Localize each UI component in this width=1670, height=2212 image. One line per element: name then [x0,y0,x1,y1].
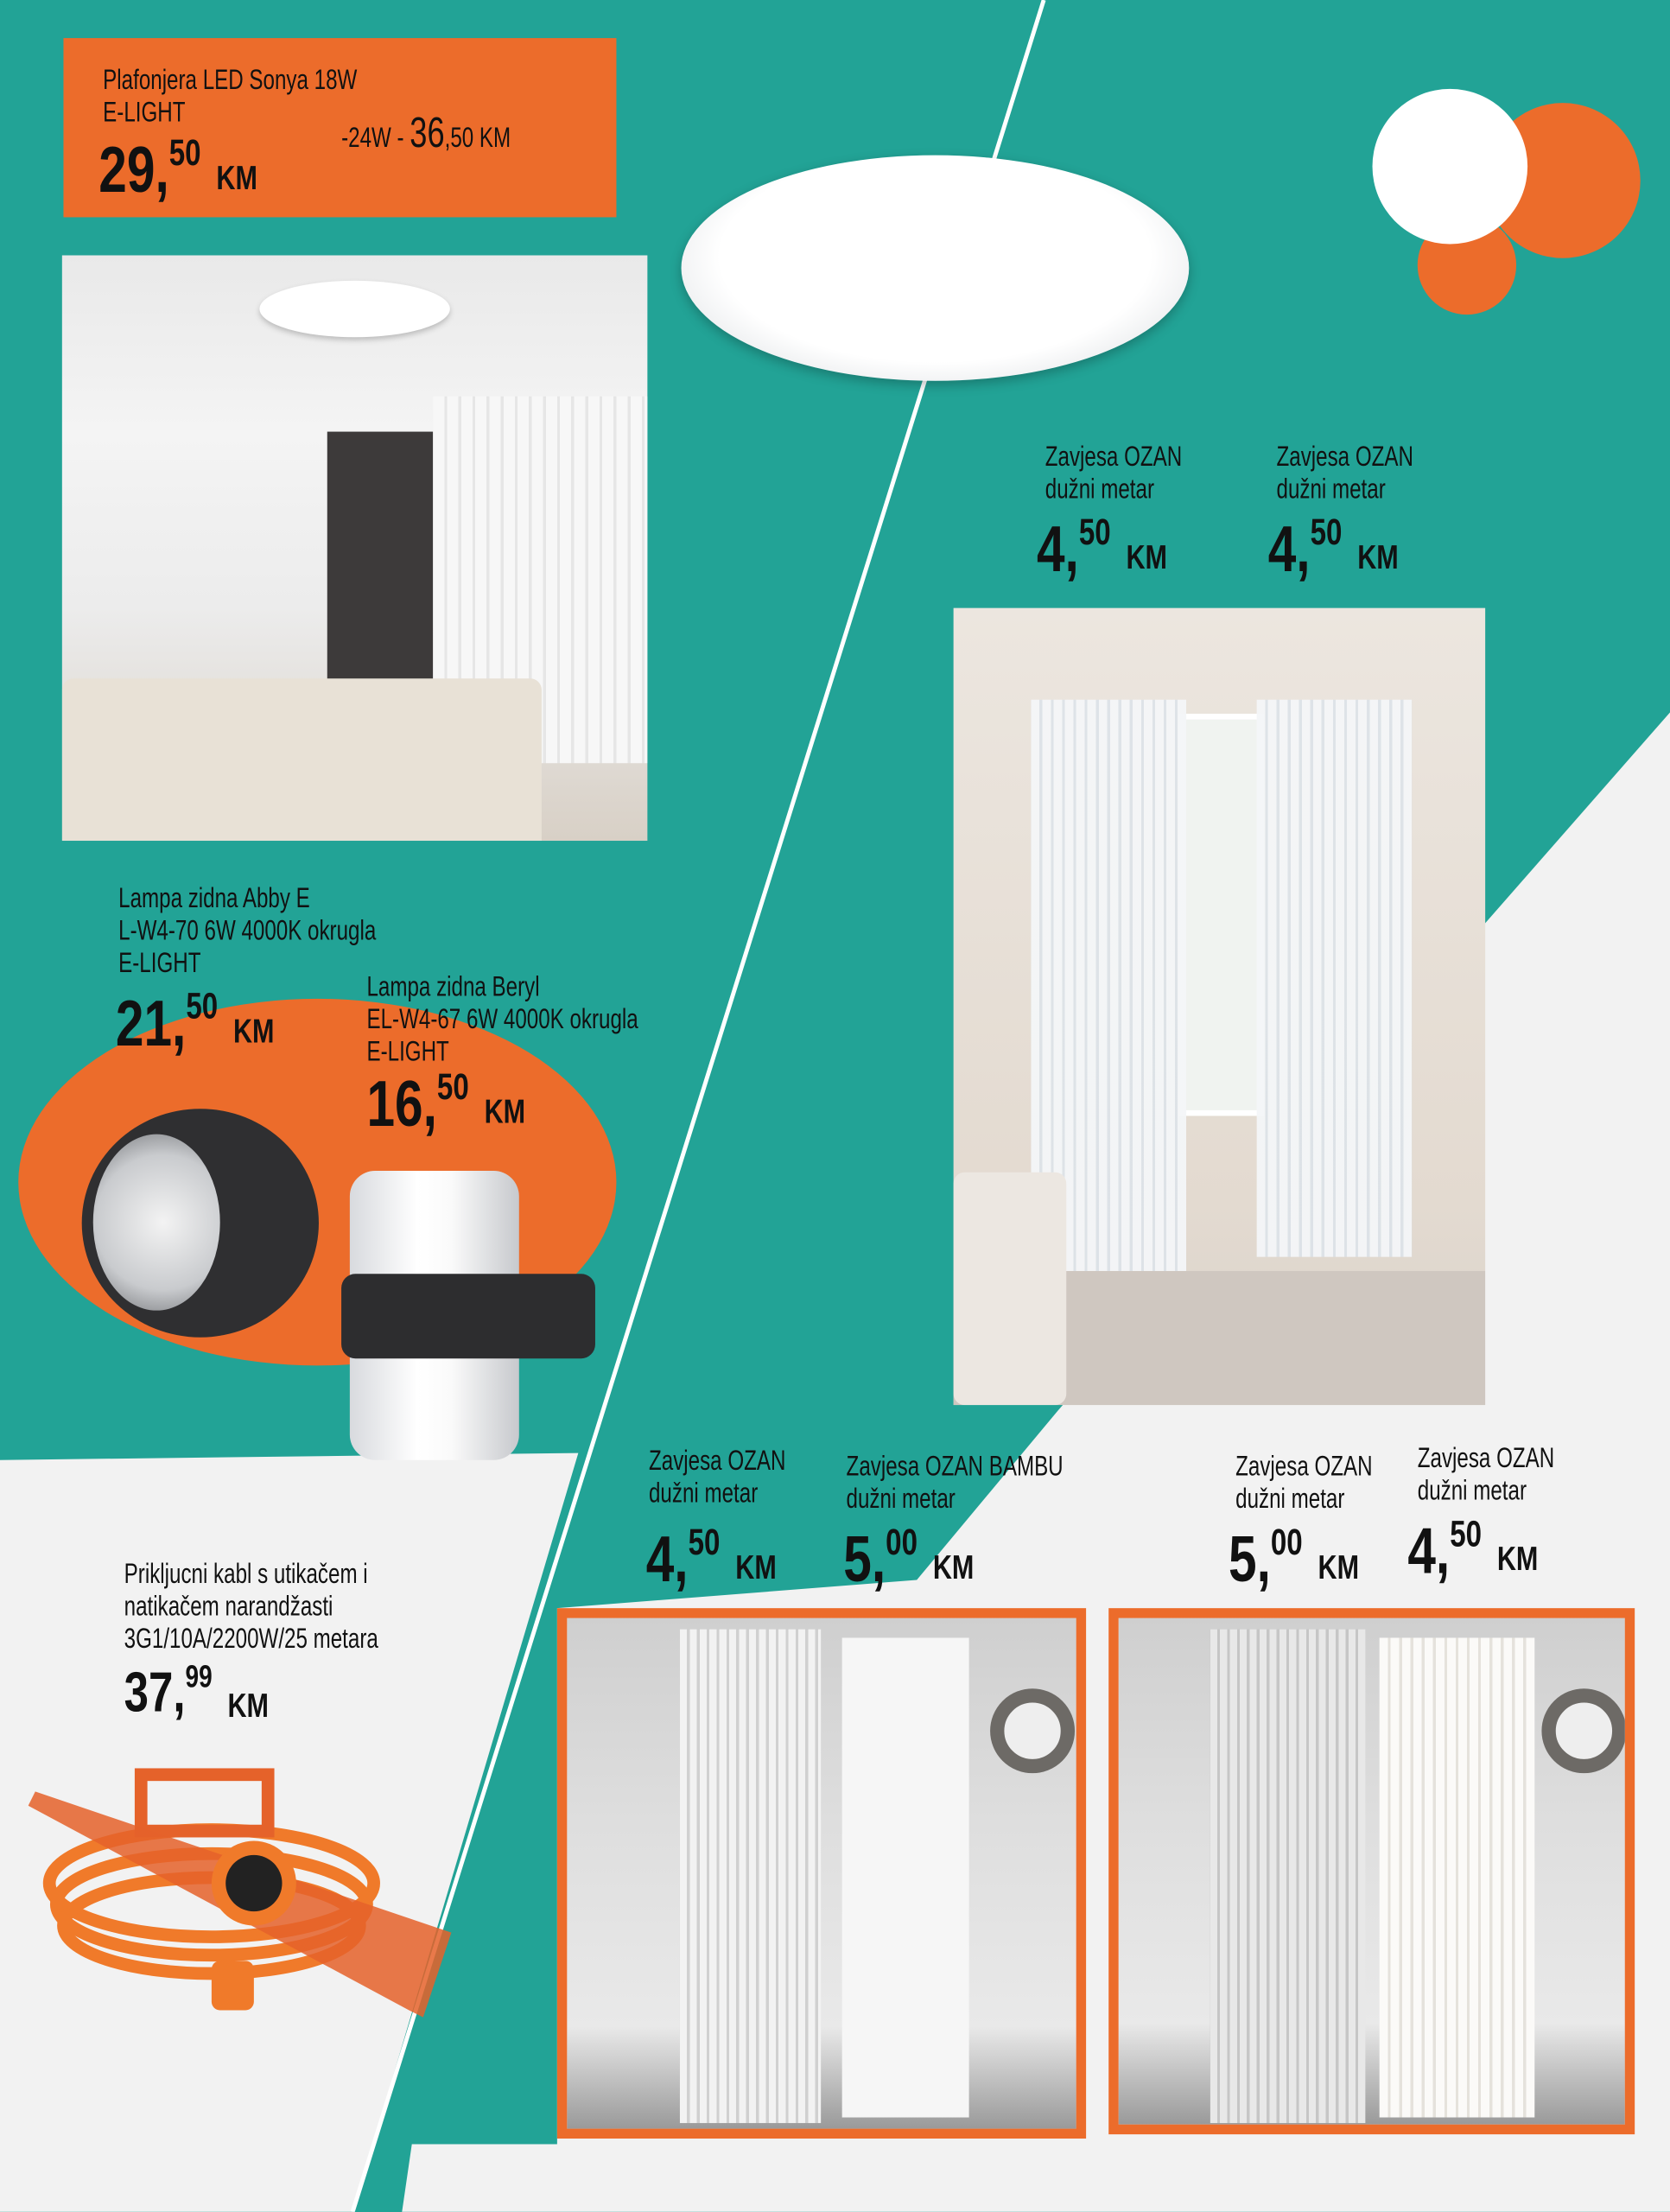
product-brand: E-LIGHT [103,97,186,129]
product-name: Plafonjera LED Sonya 18W [103,65,358,97]
curtain-3-price: 4,50KM [645,1520,777,1596]
wall-lamp-2-brand: E-LIGHT [366,1036,449,1068]
ceiling-lamp-product-image [682,156,1190,381]
wall-lamp-2-name: Lampa zidna Beryl [366,971,540,1003]
cable-price: 37,99KM [124,1658,270,1726]
sheer-curtain-right [1257,700,1413,1257]
curtain-room-photo [954,608,1485,1405]
wall-lamp-1-brand: E-LIGHT [118,948,201,980]
curtain-3-unit: dužni metar [648,1478,759,1510]
curtain-1-unit: dužni metar [1045,474,1155,505]
window [1179,714,1264,1116]
wall-lamp-2-model: EL-W4-67 6W 4000K okrugla [366,1004,638,1036]
curtain-2-unit: dužni metar [1276,474,1386,505]
curtain-3-name: Zavjesa OZAN [648,1446,786,1478]
wall-lamp-1-model: L-W4-70 6W 4000K okrugla [118,915,377,947]
deco-circle-white [1373,89,1528,245]
curtain-5-name: Zavjesa OZAN [1235,1451,1373,1483]
curtain-6-price: 4,50KM [1407,1512,1539,1587]
wall-lamp-2-price: 16,50KM [366,1065,526,1141]
curtain-4-price: 5,00KM [843,1520,975,1596]
cable-name-line2: natikačem narandžasti [124,1591,333,1623]
ceiling-lamp-in-room [259,281,449,337]
extension-cable-image [29,1764,479,2031]
ceiling-lamp-price-box [63,38,616,217]
variant-price: -24W - 36,50 KM [341,110,511,157]
wall-lamp-abby-image [82,1109,319,1337]
cable-name-line1: Prikljucni kabl s utikačem i [124,1559,368,1590]
sofa [954,1173,1067,1405]
curtain-photo-frame-1 [557,1608,1086,2139]
sofa [62,678,542,841]
wall-lamp-1-name: Lampa zidna Abby E [118,883,310,914]
wall-lamp-beryl-image [350,1171,519,1460]
curtain-1-price: 4,50KM [1036,511,1168,586]
price: 29,50KM [98,130,257,207]
cable-name-line3: 3G1/10A/2200W/25 metara [124,1624,378,1656]
curtain-5-price: 5,00KM [1228,1520,1360,1596]
curtain-6-name: Zavjesa OZAN [1417,1443,1555,1475]
curtain-1-name: Zavjesa OZAN [1045,442,1183,473]
curtain-5-unit: dužni metar [1235,1484,1345,1516]
curtain-4-name: Zavjesa OZAN BAMBU [846,1451,1064,1483]
curtain-6-unit: dužni metar [1417,1475,1527,1507]
living-room-photo [62,256,648,842]
curtain-4-unit: dužni metar [846,1484,956,1516]
curtain-photo-frame-2 [1108,1608,1635,2134]
wall-lamp-1-price: 21,50KM [115,984,275,1060]
curtain-2-name: Zavjesa OZAN [1276,442,1413,473]
curtain-2-price: 4,50KM [1267,511,1399,586]
